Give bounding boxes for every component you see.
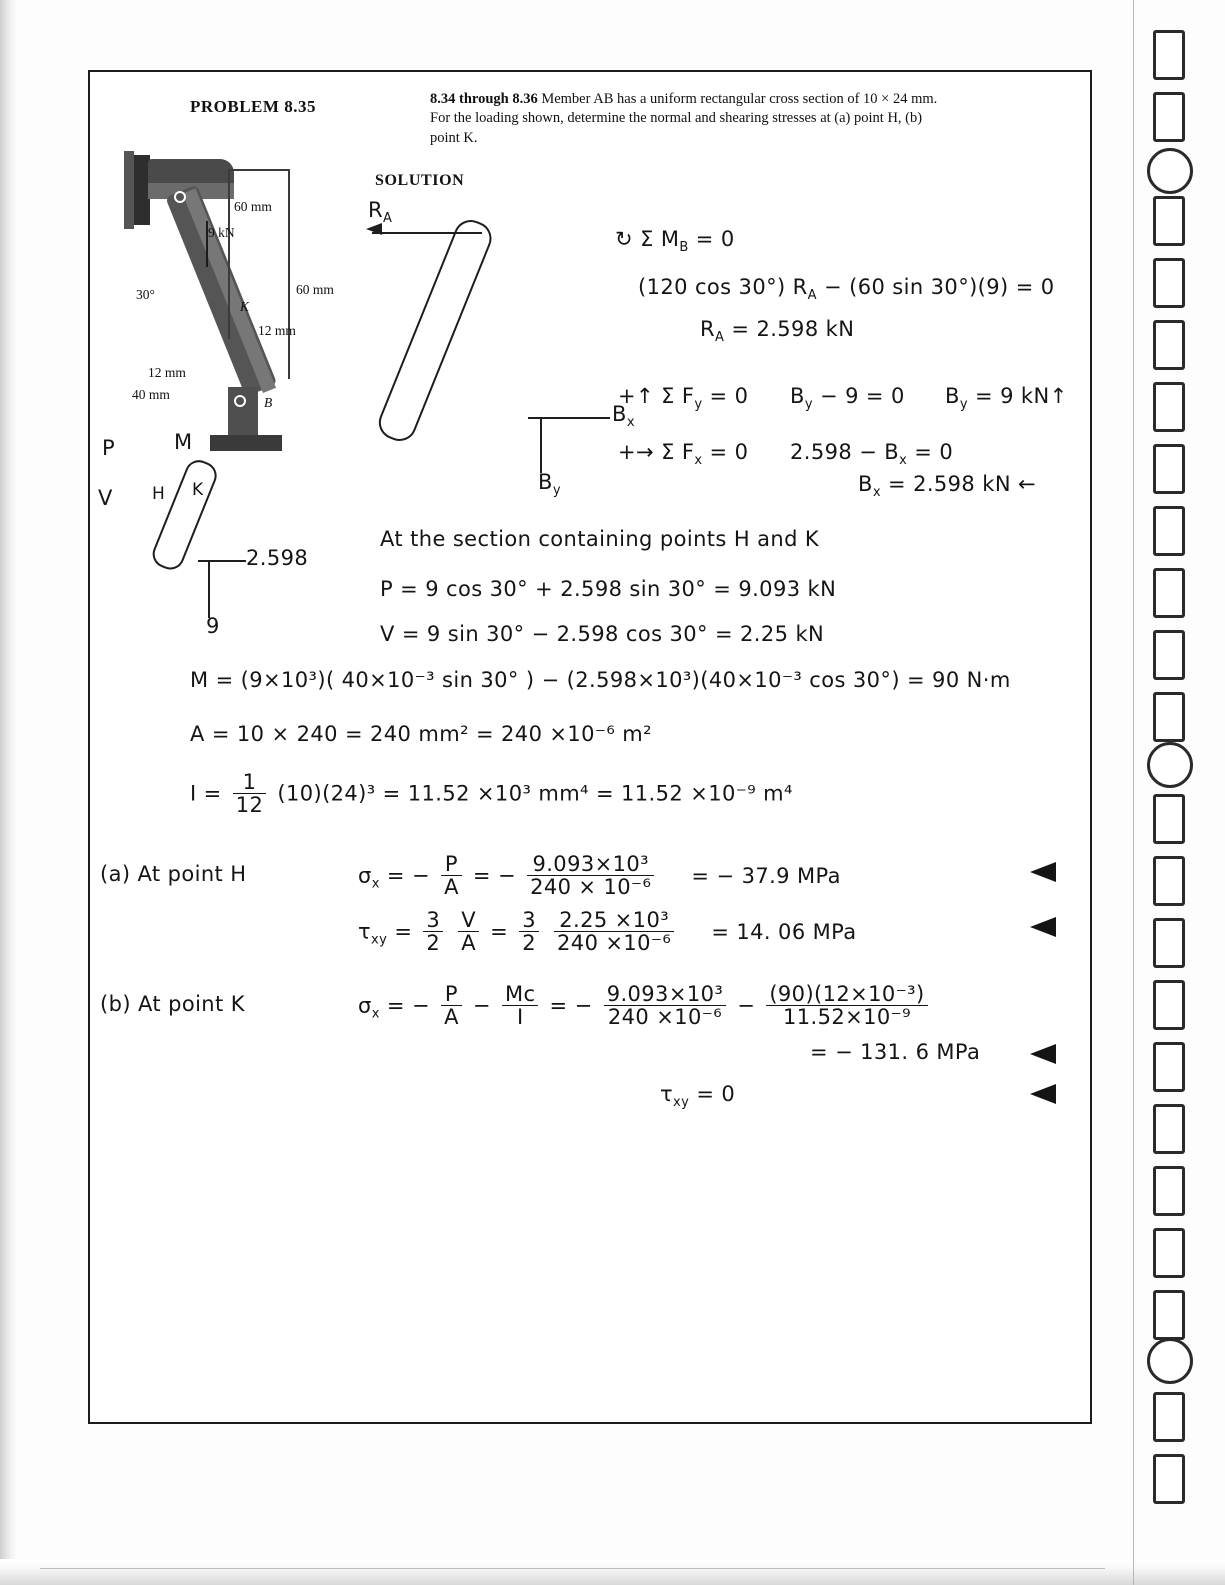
binder-punch-strip — [1105, 0, 1225, 1585]
punch-hole — [1153, 856, 1185, 906]
equation-axial-force-P: P = 9 cos 30° + 2.598 sin 30° = 9.093 kN — [380, 577, 837, 601]
equation-moment-of-inertia-I: I = $\frac{1}{12}$ (10)(24)³ = 11.52 ×10³ mm⁴ = 11.52 ×10⁻⁹ m⁴ — [190, 770, 793, 818]
punch-hole-round — [1147, 742, 1193, 788]
load-arrow-9kN — [206, 221, 208, 267]
fraction-three-halves: $\frac{3}{2}$ — [423, 909, 443, 954]
fraction-P-value: $\frac{\text{9.093×10³}}{\text{240 × 10⁻⁶}}$ — [527, 853, 654, 898]
point-label-B: B — [264, 395, 273, 410]
part-b-shear-stress: $\tau_{xy} = 0$ — [660, 1082, 736, 1111]
punch-hole — [1153, 320, 1185, 370]
solution-heading: SOLUTION — [375, 172, 465, 189]
label-V: V — [98, 486, 113, 510]
note-section-points: At the section containing points H and K — [380, 527, 820, 551]
wall-plate-flange — [124, 151, 134, 229]
part-a-sigma-result: = − 37.9 MPa — [691, 863, 841, 888]
answer-marker-arrow — [1030, 917, 1056, 937]
equation-moment-M: M = (9×10³)( 40×10⁻³ sin 30° ) − (2.598×10³)(40×10⁻³ cos 30°) = 90 N·m — [190, 668, 1011, 692]
punch-hole — [1153, 1290, 1185, 1340]
fraction-P-over-A-b: $\frac{P}{A}$ — [441, 983, 462, 1028]
punch-hole — [1153, 196, 1185, 246]
label-H-section: H — [152, 484, 166, 504]
part-a-label: (a) At point H — [100, 862, 247, 886]
label-K-section: K — [192, 480, 204, 500]
fbd-member-outline — [374, 215, 497, 446]
reaction-RA-arrow — [372, 232, 482, 234]
fraction-Mc-over-I: $\frac{Mc}{I}$ — [502, 983, 538, 1028]
page-title: PROBLEM 8.35 — [190, 97, 316, 116]
label-M: M — [174, 430, 193, 454]
dim-label-12mm-b: 12 mm — [148, 365, 186, 380]
reaction-By-arrow — [540, 417, 542, 473]
punch-hole — [1153, 568, 1185, 618]
problem-figure — [110, 147, 360, 477]
free-body-diagram-AB — [368, 198, 650, 502]
punch-hole-round — [1147, 1338, 1193, 1384]
member-upper-arm — [148, 159, 234, 185]
part-a-shear-stress: $\tau_{xy}$ = $\frac{3}{2}$ $\frac{V}{A}$ = $\frac{3}{2}$ $\frac{\text{2.25 ×10³}}{\text{240 ×10⁻⁶}}$ = 14. 06 MPa — [358, 908, 857, 956]
fraction-one-twelfth: $\frac{1}{12}$ — [233, 771, 267, 816]
dim-tick-top — [228, 169, 290, 171]
equation-area-A: A = 10 × 240 = 240 mm² = 240 ×10⁻⁶ m² — [190, 722, 652, 746]
dim-line-60-mid — [288, 169, 290, 379]
point-label-K: K — [240, 299, 250, 314]
equation-shear-force-V: V = 9 sin 30° − 2.598 cos 30° = 2.25 kN — [380, 622, 825, 646]
punch-hole — [1153, 794, 1185, 844]
part-a-tau-result: = 14. 06 MPa — [711, 919, 857, 944]
part-a-normal-stress: $\sigma_x$ = − $\frac{P}{A}$ = − $\frac{\text{9.093×10³}}{\text{240 × 10⁻⁶}}$ = − 37.9 MPa — [358, 852, 841, 900]
strip-divider-line — [1133, 0, 1134, 1585]
punch-hole — [1153, 1166, 1185, 1216]
punch-hole-round — [1147, 148, 1193, 194]
punch-hole — [1153, 258, 1185, 308]
label-2598: 2.598 — [246, 546, 309, 570]
angle-label-30: 30° — [136, 287, 155, 302]
section-free-body-diagram — [98, 430, 350, 642]
answer-marker-arrow — [1030, 862, 1056, 882]
punch-hole — [1153, 506, 1185, 556]
punch-hole — [1153, 980, 1185, 1030]
punch-hole — [1153, 1228, 1185, 1278]
punch-hole — [1153, 1042, 1185, 1092]
part-b-label: (b) At point K — [100, 992, 245, 1016]
equation-moment-expansion: (120 cos 30°) $R_A - (60$ sin 30°)(9) = 0 — [638, 275, 1055, 304]
page-bottom-shadow — [0, 1559, 1225, 1585]
equation-By-result: $B_y = 9$ kN↑ — [945, 384, 1068, 413]
fraction-V-over-A: $\frac{V}{A}$ — [458, 909, 479, 954]
fraction-three-halves-2: $\frac{3}{2}$ — [519, 909, 539, 954]
fraction-P-over-A: $\frac{P}{A}$ — [441, 853, 462, 898]
part-b-sigma-result: = − 131. 6 MPa — [810, 1040, 981, 1064]
equation-sum-Fy: +↑ Σ $F_y = 0$ — [618, 384, 749, 413]
fraction-b-value-2: $\frac{\text{(90)(12×10⁻³)}}{\text{11.52×10⁻⁹}}$ — [766, 983, 927, 1028]
punch-hole — [1153, 918, 1185, 968]
equation-Fx-mid: $2.598 - B_x = 0$ — [790, 440, 954, 469]
problem-statement — [430, 90, 990, 148]
fraction-V-value: $\frac{\text{2.25 ×10³}}{\text{240 ×10⁻⁶}}$ — [554, 909, 674, 954]
document-page — [88, 70, 1092, 1424]
statement-line-3: point K. — [430, 129, 478, 146]
fraction-b-value-1: $\frac{\text{9.093×10³}}{\text{240 ×10⁻⁶}}$ — [604, 983, 726, 1028]
punch-hole — [1153, 1392, 1185, 1442]
punch-hole — [1153, 382, 1185, 432]
punch-hole — [1153, 92, 1185, 142]
part-b-normal-stress: $\sigma_x$ = − $\frac{P}{A}$ − $\frac{Mc}{I}$ = − $\frac{\text{9.093×10³}}{\text{240 ×10⁻⁶}}$ − $\frac{\text{(90)(12×10⁻³)}}{\text{11.52×10⁻⁹}}$ — [358, 984, 932, 1029]
section-member-outline — [148, 456, 220, 574]
equation-sum-Fx: +→ Σ $F_x = 0$ — [618, 440, 749, 469]
equation-RA-result: $R_A = 2.598$ kN — [700, 317, 855, 346]
punch-hole — [1153, 30, 1185, 80]
label-RA: $R_A$ — [368, 198, 393, 227]
dim-label-60mm-top: 60 mm — [234, 199, 272, 214]
punch-hole — [1153, 1454, 1185, 1504]
punch-hole — [1153, 630, 1185, 680]
load-label-9kN: 9 kN — [208, 225, 235, 240]
punch-hole — [1153, 692, 1185, 742]
dim-label-40mm: 40 mm — [132, 387, 170, 402]
statement-line-2: For the loading shown, determine the normal and shearing stresses at (a) point H, (b) — [430, 110, 923, 127]
support-column — [228, 387, 258, 439]
force-9-arrow — [208, 560, 210, 618]
equation-Bx-result: $B_x = 2.598$ kN ← — [858, 472, 1037, 501]
label-9: 9 — [206, 614, 220, 638]
force-2598-leader — [198, 560, 246, 562]
label-P: P — [102, 436, 116, 460]
statement-line-1: Member AB has a uniform rectangular cross section of 10 × 24 mm. — [541, 91, 938, 107]
label-Bx: $B_x$ — [612, 402, 635, 431]
punch-hole — [1153, 1104, 1185, 1154]
answer-marker-arrow — [1030, 1044, 1056, 1064]
equation-Fy-mid: $B_y - 9 = 0$ — [790, 384, 905, 413]
pin-B — [234, 395, 246, 407]
pin-A — [174, 191, 186, 203]
dim-line-60-top — [228, 169, 230, 339]
label-By: $B_y$ — [538, 470, 561, 499]
equation-sum-moments: ↻ Σ $M_B = 0$ — [615, 227, 735, 256]
page-left-shadow — [0, 0, 18, 1585]
dim-label-12mm-a: 12 mm — [258, 323, 296, 338]
dim-label-60mm-mid: 60 mm — [296, 282, 334, 297]
statement-lead: 8.34 through 8.36 — [430, 91, 538, 107]
punch-hole — [1153, 444, 1185, 494]
answer-marker-arrow — [1030, 1084, 1056, 1104]
